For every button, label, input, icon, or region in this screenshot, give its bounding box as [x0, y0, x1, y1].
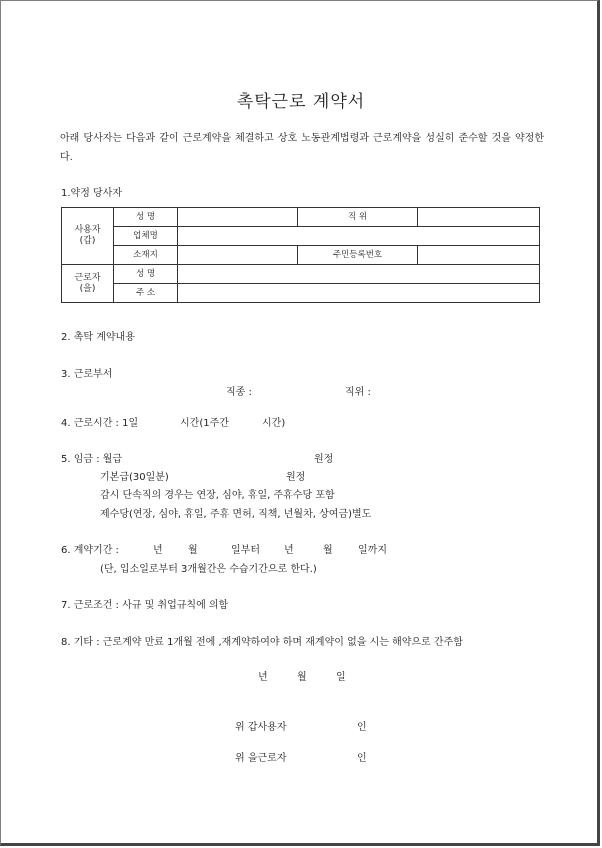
- worker-address-label: 주 소: [114, 284, 178, 303]
- wage-won-2: 원정: [286, 472, 306, 483]
- intro-paragraph: 아래 당사자는 다음과 같이 근로계약을 체결하고 상호 노동관계법령과 근로계약을 성실히 준수할 것을 약정한다.: [60, 133, 544, 163]
- employer-address-field[interactable]: [178, 246, 298, 265]
- work-hours-text: 시간(1주간: [180, 418, 229, 429]
- section2-heading: 2. 촉탁 계약내용: [61, 332, 135, 343]
- employer-seal[interactable]: 인: [357, 722, 367, 733]
- employer-address-label: 소재지: [114, 246, 178, 265]
- contract-month-2: 월: [323, 545, 333, 556]
- worker-seal[interactable]: 인: [357, 753, 367, 764]
- work-hours-end: 시간): [262, 418, 286, 429]
- section5-heading: 5. 임금 : 월급: [61, 454, 123, 465]
- employer-name-field[interactable]: [178, 208, 298, 227]
- section3-heading: 3. 근로부서: [61, 369, 113, 380]
- employer-id-field[interactable]: [418, 246, 540, 265]
- wage-note: 감시 단속직의 경우는 연장, 심야, 휴일, 주휴수당 포함: [100, 490, 335, 501]
- wage-won-1: 원정: [314, 454, 334, 465]
- worker-name-field[interactable]: [178, 265, 540, 284]
- date-month: 월: [297, 672, 307, 683]
- worker-name-label: 성 명: [114, 265, 178, 284]
- section8-text: 8. 기타 : 근로계약 만료 1개월 전에 ,재계약하여야 하며 재계약이 없을 시는 해약으로 간주함: [61, 637, 463, 648]
- date-day: 일: [336, 672, 346, 683]
- date-year: 년: [258, 672, 268, 683]
- section6-heading: 6. 계약기간 :: [61, 545, 119, 556]
- employer-position-label: 직 위: [298, 208, 418, 227]
- base-pay-label: 기본급(30일분): [100, 472, 169, 483]
- wage-allowances: 제수당(연장, 심야, 휴일, 주휴 면허, 직책, 년월차, 상여금)별도: [100, 509, 372, 520]
- employer-label: 사용자 (갑): [62, 208, 114, 265]
- employer-company-field[interactable]: [178, 227, 540, 246]
- contract-month-1: 월: [188, 545, 198, 556]
- contract-year-2: 년: [284, 545, 294, 556]
- employer-signature-label: 위 갑사용자: [235, 722, 287, 733]
- document-title: 촉탁근로 계약서: [236, 92, 366, 112]
- employer-id-label: 주민등록번호: [298, 246, 418, 265]
- job-rank-label: 직위 :: [345, 387, 371, 398]
- employer-name-label: 성 명: [114, 208, 178, 227]
- worker-signature-label: 위 을근로자: [235, 753, 287, 764]
- parties-table: [61, 207, 540, 303]
- contract-from-day: 일부터: [231, 545, 260, 556]
- worker-address-field[interactable]: [178, 284, 540, 303]
- section1-heading: 1.약정 당사자: [61, 188, 123, 199]
- employer-company-label: 업체명: [114, 227, 178, 246]
- section4-heading: 4. 근로시간 : 1일: [61, 418, 139, 429]
- contract-to-day: 일까지: [358, 545, 387, 556]
- job-type-label: 직종 :: [226, 387, 252, 398]
- probation-note: (단, 입소일로부터 3개월간은 수습기간으로 한다.): [100, 564, 317, 575]
- worker-label: 근로자 (을): [62, 265, 114, 303]
- employer-position-field[interactable]: [418, 208, 540, 227]
- contract-year-1: 년: [153, 545, 163, 556]
- section7-text: 7. 근로조건 : 사규 및 취업규칙에 의함: [61, 600, 229, 611]
